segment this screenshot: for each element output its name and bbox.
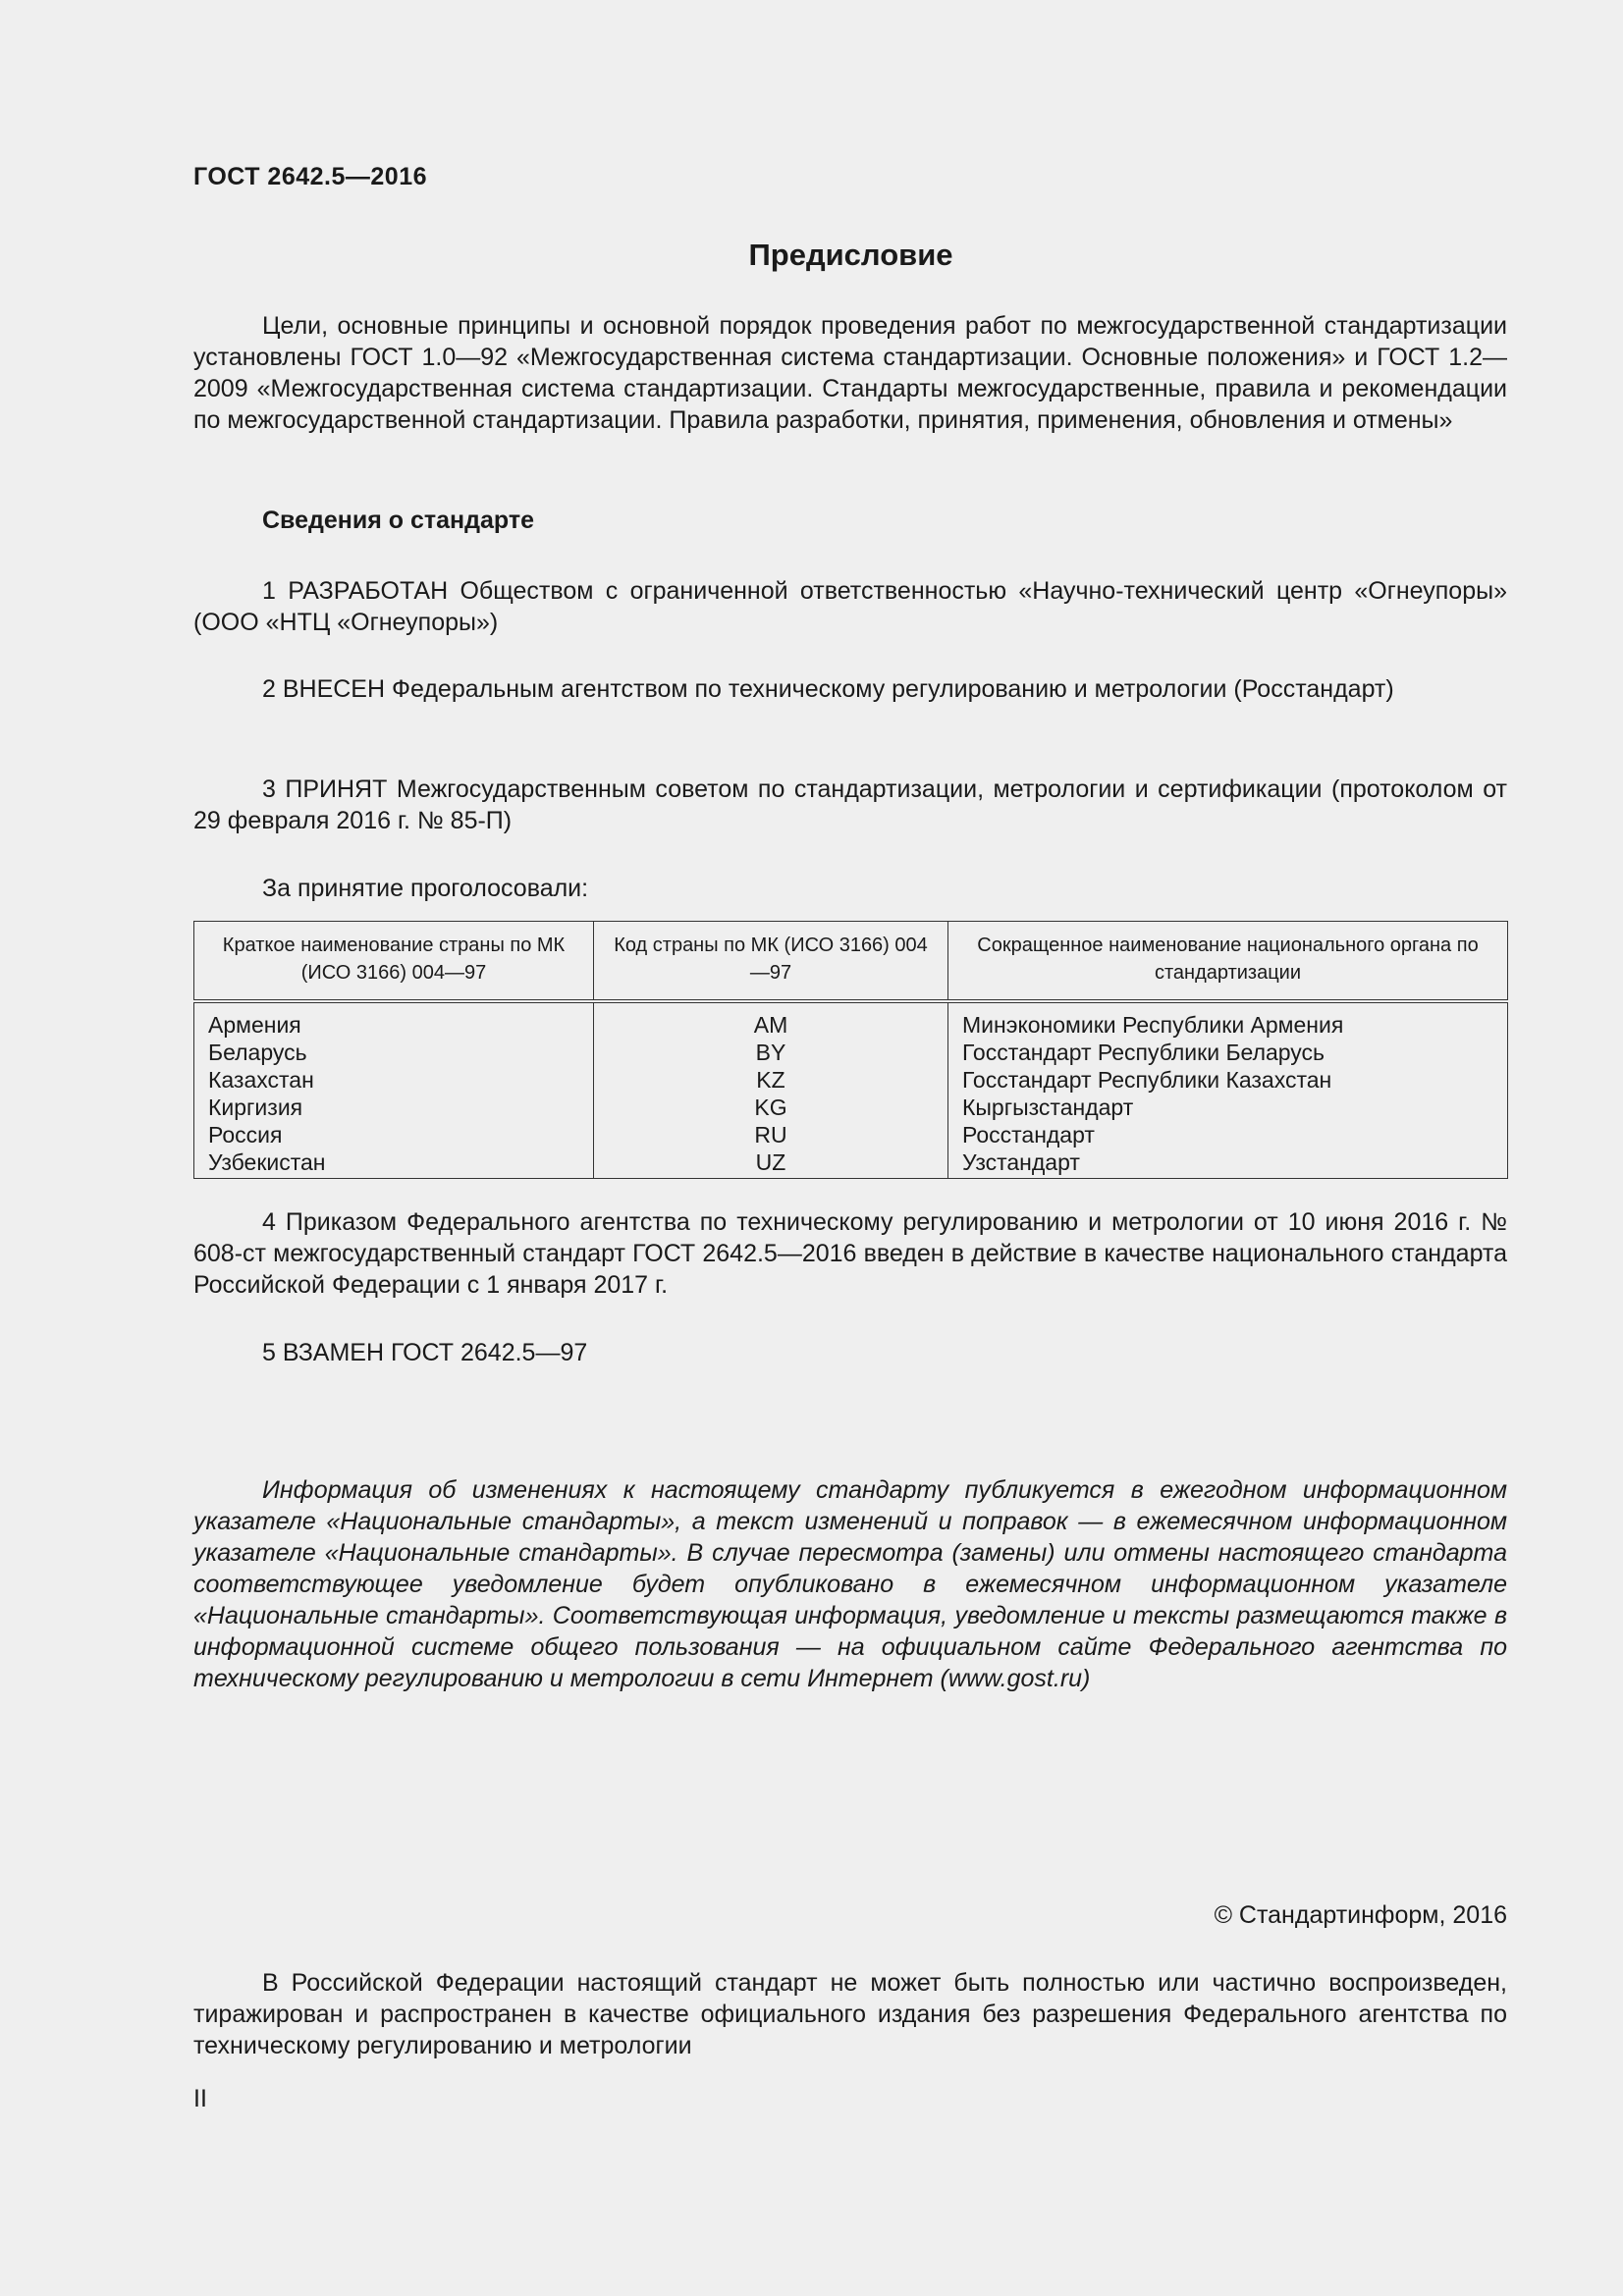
country-name: Россия <box>194 1121 594 1148</box>
country-name: Беларусь <box>194 1039 594 1066</box>
voted-label: За принятие проголосовали: <box>262 875 589 902</box>
country-code: KG <box>594 1094 948 1121</box>
header-country-code: Код страны по МК (ИСО 3166) 004—97 <box>594 922 948 1002</box>
country-name: Киргизия <box>194 1094 594 1121</box>
item-1-paragraph: 1 РАЗРАБОТАН Обществом с ограниченной ответственностью «Научно-технический центр «Огнеупоры» (ООО «НТЦ «Огнеупоры») <box>193 577 1507 636</box>
member-states-table <box>193 921 1508 1179</box>
country-name: Казахстан <box>194 1066 594 1094</box>
national-body: Госстандарт Республики Казахстан <box>948 1066 1508 1094</box>
country-code: AM <box>594 1001 948 1039</box>
standard-info-heading: Сведения о стандарте <box>262 507 535 534</box>
table-row <box>194 1148 1508 1179</box>
national-body: Кыргызстандарт <box>948 1094 1508 1121</box>
item-4-block <box>193 1206 1507 1301</box>
page-number: II <box>193 2085 207 2112</box>
intro-paragraph: Цели, основные принципы и основной порядок проведения работ по межгосударственной стандартизации установлены ГОСТ 1.0—92 «Межгосударственная система стандартизации. Основные положения» и ГОСТ 1.2—2009 «Межгосударственная система стандартизации. Стандарты межгосударственные, правила и рекомендации по межгосударственной стандартизации. Правила разработки, принятия, применения, обновления и отмены» <box>193 312 1507 434</box>
country-code: KZ <box>594 1066 948 1094</box>
country-code: UZ <box>594 1148 948 1179</box>
copyright-line: © Стандартинформ, 2016 <box>1214 1901 1507 1929</box>
national-body: Узстандарт <box>948 1148 1508 1179</box>
country-name: Узбекистан <box>194 1148 594 1179</box>
item-3-block <box>193 774 1507 836</box>
document-code: ГОСТ 2642.5—2016 <box>193 163 428 190</box>
item-4-paragraph: 4 Приказом Федерального агентства по техническому регулированию и метрологии от 10 июня 2016 г. № 608-ст межгосударственный стандарт ГОСТ 2642.5—2016 введен в действие в качестве национального стандарта Российской Федерации с 1 января 2017 г. <box>193 1208 1507 1299</box>
item-2-block <box>193 673 1507 705</box>
page-title: Предисловие <box>748 238 953 272</box>
national-body: Госстандарт Республики Беларусь <box>948 1039 1508 1066</box>
header-country-name: Краткое наименование страны по МК (ИСО 3166) 004—97 <box>194 922 594 1002</box>
table-row <box>194 1066 1508 1094</box>
item-5-block <box>193 1337 1507 1368</box>
national-body: Минэкономики Республики Армения <box>948 1001 1508 1039</box>
item-1-block <box>193 575 1507 638</box>
country-name: Армения <box>194 1001 594 1039</box>
item-3-paragraph: 3 ПРИНЯТ Межгосударственным советом по стандартизации, метрологии и сертификации (протоколом от 29 февраля 2016 г. № 85-П) <box>193 775 1507 834</box>
changes-info-note: Информация об изменениях к настоящему стандарту публикуется в ежегодном информационном указателе «Национальные стандарты», а текст изменений и поправок — в ежемесячном информационном указателе «Национальные стандарты». В случае пересмотра (замены) или отмены настоящего стандарта соответствующее уведомление будет опубликовано в ежемесячном информационном указателе «Национальные стандарты». Соответствующая информация, уведомление и тексты размещаются также в информационной системе общего пользования — на официальном сайте Федерального агентства по техническому регулированию и метрологии в сети Интернет (www.gost.ru) <box>193 1476 1507 1692</box>
table-row <box>194 1121 1508 1148</box>
table-header-row <box>194 922 1508 1002</box>
item-2-paragraph: 2 ВНЕСЕН Федеральным агентством по техническому регулированию и метрологии (Росстандарт) <box>262 675 1394 703</box>
table-row <box>194 1001 1508 1039</box>
country-code: RU <box>594 1121 948 1148</box>
item-5-paragraph: 5 ВЗАМЕН ГОСТ 2642.5—97 <box>262 1339 588 1366</box>
reproduction-notice: В Российской Федерации настоящий стандарт не может быть полностью или частично воспроизведен, тиражирован и распространен в качестве официального издания без разрешения Федерального агентства по техническому регулированию и метрологии <box>193 1969 1507 2059</box>
table-row <box>194 1094 1508 1121</box>
table-row <box>194 1039 1508 1066</box>
header-national-body: Сокращенное наименование национального органа по стандартизации <box>948 922 1508 1002</box>
national-body: Росстандарт <box>948 1121 1508 1148</box>
intro-block <box>193 310 1507 436</box>
country-code: BY <box>594 1039 948 1066</box>
